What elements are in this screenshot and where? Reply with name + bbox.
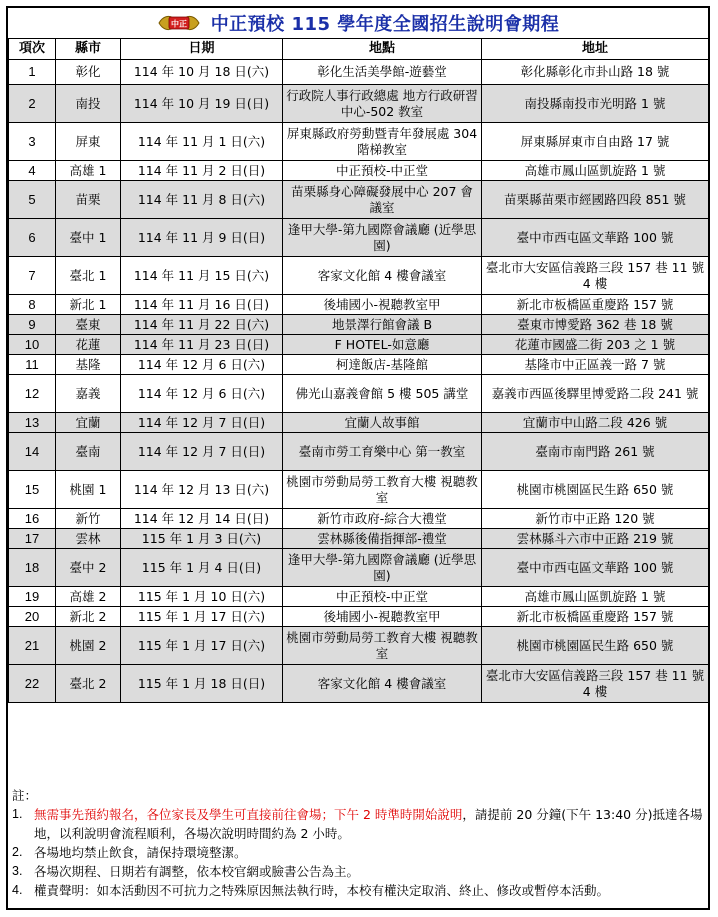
note-body: 權責聲明：如本活動因不可抗力之特殊原因無法執行時，本校有權決定取消、終止、修改或暫停本活動。 (34, 883, 610, 898)
note-text (34, 881, 706, 900)
note-body: 各場次期程、日期若有調整，依本校官網或臉書公告為主。 (34, 864, 360, 879)
notes-heading: 註： (12, 788, 38, 803)
row-venue: 後埔國小-視聽教室甲 (283, 295, 482, 315)
row-address: 嘉義市西區後驛里博愛路二段 241 號 (482, 375, 709, 413)
table-row (9, 181, 709, 219)
table-row (9, 607, 709, 627)
row-city: 新北 1 (56, 295, 121, 315)
row-index: 8 (9, 295, 56, 315)
row-address: 桃園市桃園區民生路 650 號 (482, 471, 709, 509)
row-address: 新竹市中正路 120 號 (482, 509, 709, 529)
title-bar (8, 8, 708, 38)
row-venue: 後埔國小-視聽教室甲 (283, 607, 482, 627)
row-index: 12 (9, 375, 56, 413)
row-city: 臺東 (56, 315, 121, 335)
row-city: 宜蘭 (56, 413, 121, 433)
row-address: 雲林縣斗六市中正路 219 號 (482, 529, 709, 549)
row-city: 臺南 (56, 433, 121, 471)
note-number: 4. (12, 883, 23, 897)
row-index: 1 (9, 60, 56, 85)
row-index: 6 (9, 219, 56, 257)
row-venue: 苗栗縣身心障礙發展中心 207 會議室 (283, 181, 482, 219)
row-address: 宜蘭市中山路二段 426 號 (482, 413, 709, 433)
table-row (9, 335, 709, 355)
row-index: 20 (9, 607, 56, 627)
row-address: 臺南市南門路 261 號 (482, 433, 709, 471)
row-address: 臺中市西屯區文華路 100 號 (482, 219, 709, 257)
row-city: 高雄 1 (56, 161, 121, 181)
row-date: 114 年 10 月 19 日(日) (121, 85, 283, 123)
table-row (9, 509, 709, 529)
row-venue: 臺南市勞工育樂中心 第一教室 (283, 433, 482, 471)
row-index: 17 (9, 529, 56, 549)
page-title: 中正預校 115 學年度全國招生說明會期程 (210, 14, 560, 35)
school-emblem-icon (157, 12, 201, 34)
header-venue: 地點 (283, 39, 482, 60)
row-city: 南投 (56, 85, 121, 123)
header-address: 地址 (482, 39, 709, 60)
row-date: 114 年 11 月 16 日(日) (121, 295, 283, 315)
row-index: 14 (9, 433, 56, 471)
row-city: 彰化 (56, 60, 121, 85)
row-city: 嘉義 (56, 375, 121, 413)
row-address: 新北市板橋區重慶路 157 號 (482, 295, 709, 315)
row-index: 11 (9, 355, 56, 375)
row-date: 114 年 12 月 7 日(日) (121, 433, 283, 471)
row-address: 高雄市鳳山區凱旋路 1 號 (482, 587, 709, 607)
row-date: 114 年 11 月 22 日(六) (121, 315, 283, 335)
row-date: 115 年 1 月 18 日(日) (121, 665, 283, 703)
row-date: 115 年 1 月 10 日(六) (121, 587, 283, 607)
table-row (9, 257, 709, 295)
row-index: 5 (9, 181, 56, 219)
row-date: 115 年 1 月 17 日(六) (121, 627, 283, 665)
row-address: 臺北市大安區信義路三段 157 巷 11 號 4 樓 (482, 665, 709, 703)
row-venue: F HOTEL-如意廳 (283, 335, 482, 355)
row-index: 22 (9, 665, 56, 703)
row-venue: 中正預校-中正堂 (283, 161, 482, 181)
row-address: 南投縣南投市光明路 1 號 (482, 85, 709, 123)
note-text (34, 843, 706, 862)
row-venue: 宜蘭人故事館 (283, 413, 482, 433)
row-date: 114 年 11 月 15 日(六) (121, 257, 283, 295)
row-index: 19 (9, 587, 56, 607)
table-row (9, 85, 709, 123)
row-date: 114 年 11 月 1 日(六) (121, 123, 283, 161)
row-date: 115 年 1 月 17 日(六) (121, 607, 283, 627)
row-date: 114 年 11 月 23 日(日) (121, 335, 283, 355)
row-city: 臺北 1 (56, 257, 121, 295)
table-row (9, 627, 709, 665)
header-city: 縣市 (56, 39, 121, 60)
note-emphasis: 無需事先預約報名，各位家長及學生可直接前往會場；下午 2 時準時開始說明 (34, 807, 463, 822)
note-number: 2. (12, 845, 23, 859)
row-venue: 柯達飯店-基隆館 (283, 355, 482, 375)
table-row (9, 587, 709, 607)
row-address: 臺東市博愛路 362 巷 18 號 (482, 315, 709, 335)
row-address: 花蓮市國盛二街 203 之 1 號 (482, 335, 709, 355)
row-address: 臺中市西屯區文華路 100 號 (482, 549, 709, 587)
row-address: 苗栗縣苗栗市經國路四段 851 號 (482, 181, 709, 219)
row-city: 苗栗 (56, 181, 121, 219)
row-venue: 地景澤行館會議 B (283, 315, 482, 335)
table-row (9, 471, 709, 509)
notes-section (12, 786, 706, 900)
row-venue: 彰化生活美學館-遊藝堂 (283, 60, 482, 85)
table-row (9, 549, 709, 587)
row-index: 10 (9, 335, 56, 355)
row-city: 雲林 (56, 529, 121, 549)
row-venue: 屏東縣政府勞動暨青年發展處 304 階梯教室 (283, 123, 482, 161)
row-index: 4 (9, 161, 56, 181)
row-venue: 桃園市勞動局勞工教育大樓 視聽教室 (283, 627, 482, 665)
row-index: 15 (9, 471, 56, 509)
row-date: 114 年 10 月 18 日(六) (121, 60, 283, 85)
row-city: 新竹 (56, 509, 121, 529)
note-item (12, 862, 706, 881)
row-address: 臺北市大安區信義路三段 157 巷 11 號 4 樓 (482, 257, 709, 295)
row-index: 18 (9, 549, 56, 587)
row-venue: 雲林縣後備指揮部-禮堂 (283, 529, 482, 549)
table-row (9, 355, 709, 375)
row-venue: 客家文化館 4 樓會議室 (283, 665, 482, 703)
row-index: 7 (9, 257, 56, 295)
table-row (9, 123, 709, 161)
row-address: 屏東縣屏東市自由路 17 號 (482, 123, 709, 161)
note-body: 各場地均禁止飲食，請保持環境整潔。 (34, 845, 247, 860)
table-row (9, 375, 709, 413)
row-date: 114 年 11 月 9 日(日) (121, 219, 283, 257)
table-row (9, 161, 709, 181)
row-date: 114 年 12 月 6 日(六) (121, 375, 283, 413)
note-text (34, 805, 706, 843)
schedule-table (8, 38, 709, 703)
row-index: 13 (9, 413, 56, 433)
row-address: 新北市板橋區重慶路 157 號 (482, 607, 709, 627)
row-city: 桃園 2 (56, 627, 121, 665)
table-row (9, 219, 709, 257)
row-venue: 行政院人事行政總處 地方行政研習中心-502 教室 (283, 85, 482, 123)
row-date: 114 年 12 月 14 日(日) (121, 509, 283, 529)
table-row (9, 665, 709, 703)
row-city: 新北 2 (56, 607, 121, 627)
table-row (9, 529, 709, 549)
header-date: 日期 (121, 39, 283, 60)
row-date: 114 年 11 月 2 日(日) (121, 161, 283, 181)
table-row (9, 60, 709, 85)
row-index: 3 (9, 123, 56, 161)
row-date: 115 年 1 月 4 日(日) (121, 549, 283, 587)
emblem-text: 中正 (170, 19, 187, 29)
row-venue: 逢甲大學-第九國際會議廳 (近學思園) (283, 549, 482, 587)
note-item (12, 843, 706, 862)
table-row (9, 315, 709, 335)
note-text (34, 862, 706, 881)
table-row (9, 295, 709, 315)
header-row (9, 39, 709, 60)
note-number: 3. (12, 864, 23, 878)
row-venue: 逢甲大學-第九國際會議廳 (近學思園) (283, 219, 482, 257)
row-date: 114 年 12 月 6 日(六) (121, 355, 283, 375)
row-date: 114 年 12 月 13 日(六) (121, 471, 283, 509)
row-venue: 新竹市政府-綜合大禮堂 (283, 509, 482, 529)
table-row (9, 413, 709, 433)
note-item (12, 805, 706, 843)
row-venue: 中正預校-中正堂 (283, 587, 482, 607)
row-city: 基隆 (56, 355, 121, 375)
row-index: 21 (9, 627, 56, 665)
row-index: 9 (9, 315, 56, 335)
row-address: 桃園市桃園區民生路 650 號 (482, 627, 709, 665)
row-index: 16 (9, 509, 56, 529)
row-city: 屏東 (56, 123, 121, 161)
row-date: 114 年 11 月 8 日(六) (121, 181, 283, 219)
row-address: 基隆市中正區義一路 7 號 (482, 355, 709, 375)
row-city: 花蓮 (56, 335, 121, 355)
row-venue: 客家文化館 4 樓會議室 (283, 257, 482, 295)
row-date: 114 年 12 月 7 日(日) (121, 413, 283, 433)
row-address: 彰化縣彰化市卦山路 18 號 (482, 60, 709, 85)
row-city: 臺中 2 (56, 549, 121, 587)
note-number: 1. (12, 807, 23, 821)
row-address: 高雄市鳳山區凱旋路 1 號 (482, 161, 709, 181)
row-date: 115 年 1 月 3 日(六) (121, 529, 283, 549)
row-index: 2 (9, 85, 56, 123)
row-city: 桃園 1 (56, 471, 121, 509)
header-index: 項次 (9, 39, 56, 60)
row-city: 臺中 1 (56, 219, 121, 257)
schedule-sheet (6, 6, 710, 910)
note-body: ，請提前 20 分鐘(下午 13:40 分)抵達各場地，以利說明會流程順利，各場次說明時間約為 2 小時。 (34, 807, 703, 841)
row-city: 高雄 2 (56, 587, 121, 607)
row-venue: 桃園市勞動局勞工教育大樓 視聽教室 (283, 471, 482, 509)
row-venue: 佛光山嘉義會館 5 樓 505 講堂 (283, 375, 482, 413)
note-item (12, 881, 706, 900)
table-row (9, 433, 709, 471)
row-city: 臺北 2 (56, 665, 121, 703)
